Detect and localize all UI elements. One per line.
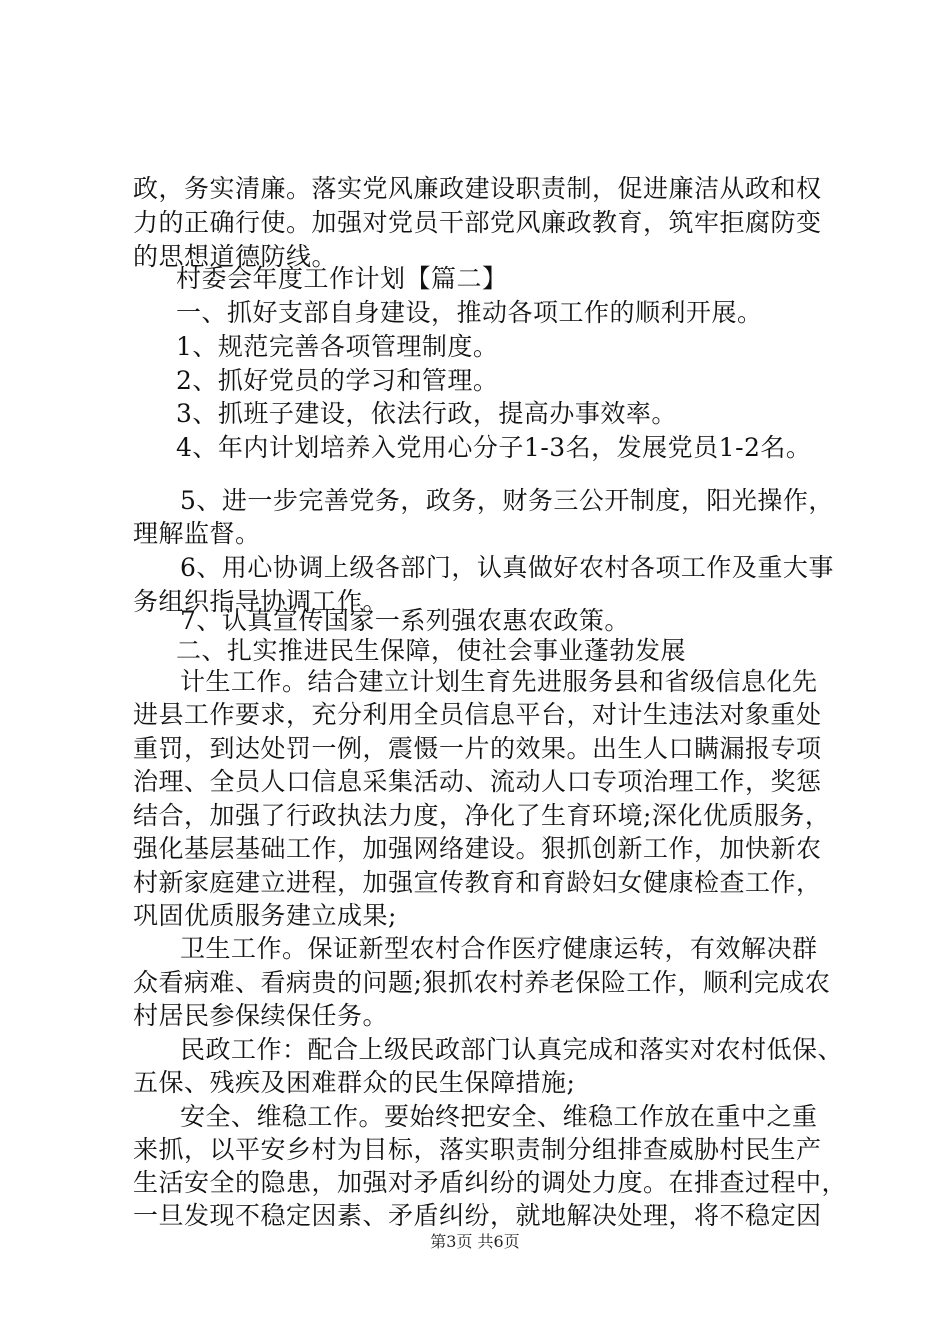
paragraph-line: 强化基层基础工作，加强网络建设。狠抓创新工作，加快新农 (133, 834, 822, 863)
paragraph-line: 一旦发现不稳定因素、矛盾纠纷，就地解决处理，将不稳定因 (133, 1201, 822, 1230)
section-title: 村委会年度工作计划【篇二】 (176, 264, 508, 293)
paragraph-line: 生活安全的隐患，加强对矛盾纠纷的调处力度。在排查过程中， (133, 1168, 848, 1197)
paragraph-line: 来抓，以平安乡村为目标，落实职责制分组排查威胁村民生产 (133, 1135, 822, 1164)
heading-two: 二、扎实推进民生保障，使社会事业蓬勃发展 (176, 636, 687, 665)
text-line: 的思想道德防线。 (133, 242, 338, 271)
paragraph-line: 巩固优质服务建立成果; (133, 901, 397, 930)
paragraph-line: 治理、全员人口信息采集活动、流动人口专项治理工作，奖惩 (133, 767, 822, 796)
paragraph-line: 安全、维稳工作。要始终把安全、维稳工作放在重中之重 (180, 1102, 818, 1131)
text-line: 力的正确行使。加强对党员干部党风廉政教育，筑牢拒腐防变 (133, 208, 822, 237)
heading-one: 一、抓好支部自身建设，推动各项工作的顺利开展。 (176, 298, 763, 327)
text-line: 政，务实清廉。落实党风廉政建设职责制，促进廉洁从政和权 (133, 174, 822, 203)
list-item: 3、抓班子建设，依法行政，提高办事效率。 (176, 399, 677, 428)
paragraph-line: 卫生工作。保证新型农村合作医疗健康运转，有效解决群 (180, 934, 818, 963)
list-item: 2、抓好党员的学习和管理。 (176, 366, 499, 395)
paragraph-line: 重罚，到达处罚一例，震慑一片的效果。出生人口瞒漏报专项 (133, 734, 822, 763)
page-footer: 第3页 共6页 (430, 1232, 520, 1251)
text-line: 务组织指导协调工作。 (133, 587, 389, 616)
paragraph-line: 村居民参保续保任务。 (133, 1001, 389, 1030)
paragraph-line: 计生工作。结合建立计划生育先进服务县和省级信息化先 (180, 667, 818, 696)
list-item: 5、进一步完善党务，政务，财务三公开制度，阳光操作， (180, 486, 834, 515)
list-item: 4、年内计划培养入党用心分子1-3名，发展党员1-2名。 (176, 433, 812, 462)
text-line: 理解监督。 (133, 519, 261, 548)
list-item: 7、认真宣传国家一系列强农惠农政策。 (180, 606, 630, 635)
paragraph-line: 村新家庭建立进程，加强宣传教育和育龄妇女健康检查工作， (133, 868, 822, 897)
paragraph-line: 结合，加强了行政执法力度，净化了生育环境;深化优质服务， (133, 801, 831, 830)
list-item: 1、规范完善各项管理制度。 (176, 332, 499, 361)
paragraph-line: 进县工作要求，充分利用全员信息平台，对计生违法对象重处 (133, 700, 822, 729)
list-item: 6、用心协调上级各部门，认真做好农村各项工作及重大事 (180, 553, 834, 582)
paragraph-line: 民政工作：配合上级民政部门认真完成和落实对农村低保、 (180, 1035, 844, 1064)
paragraph-line: 众看病难、看病贵的问题;狠抓农村养老保险工作，顺利完成农 (133, 968, 831, 997)
paragraph-line: 五保、残疾及困难群众的民生保障措施; (133, 1068, 576, 1097)
